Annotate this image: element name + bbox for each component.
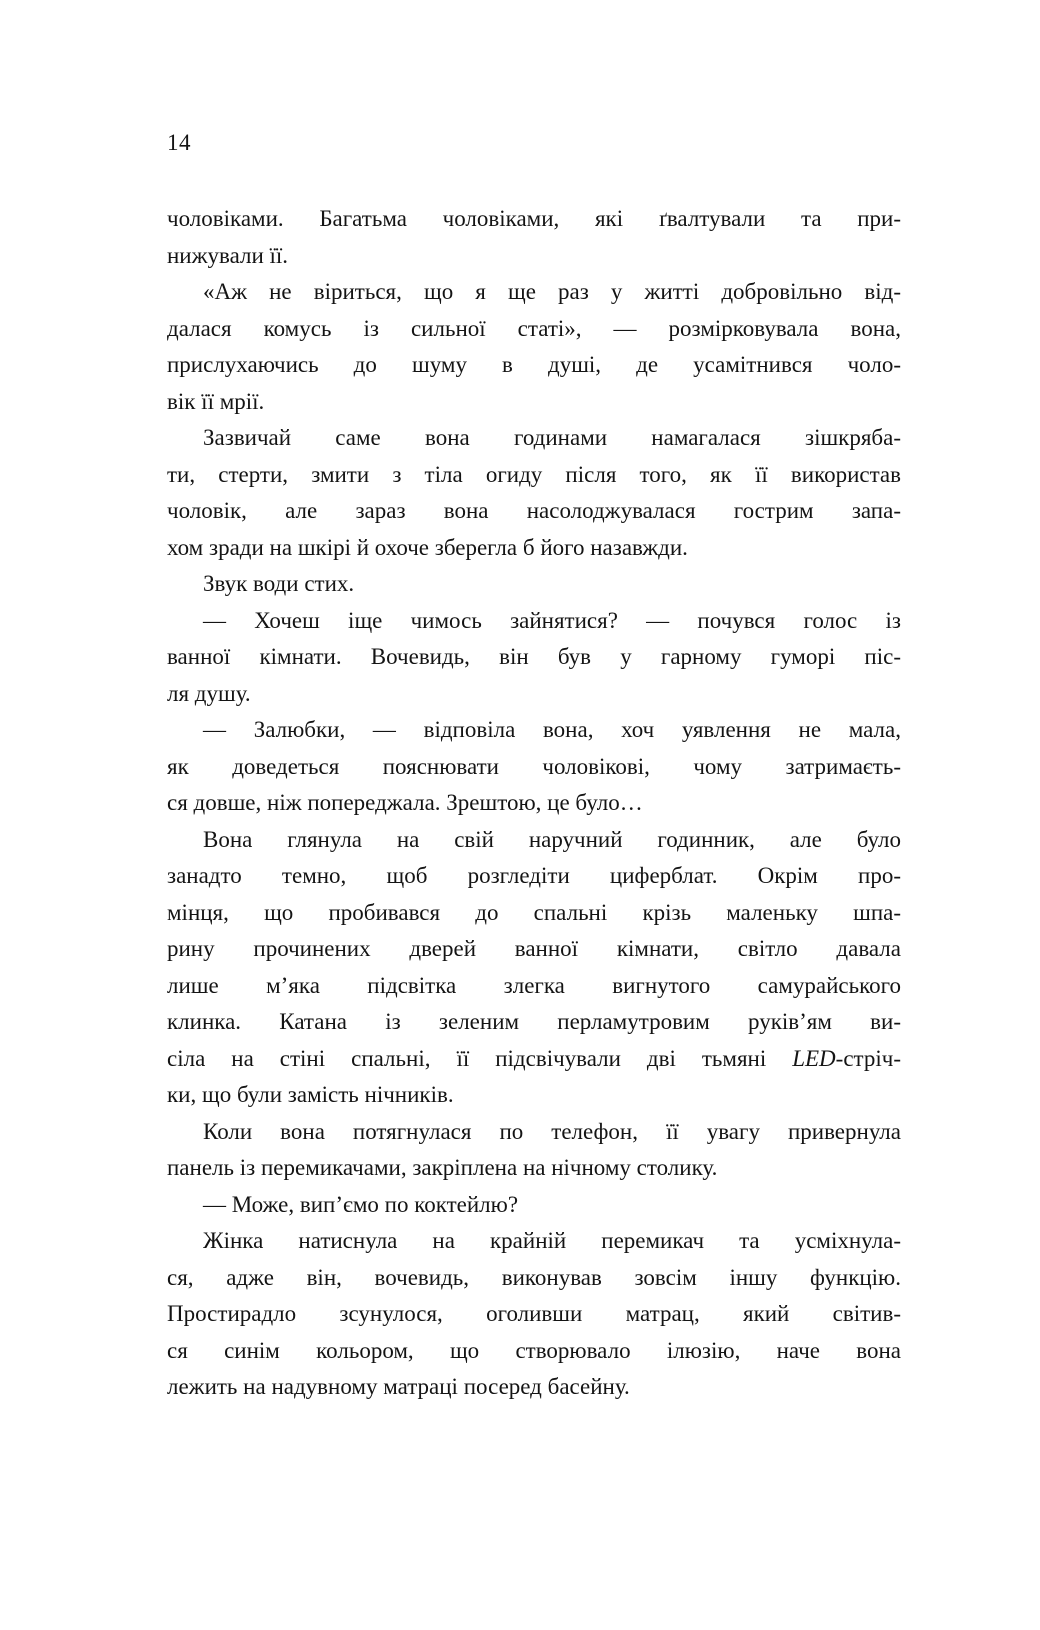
text-segment: -стріч- [835,1045,901,1071]
paragraph [167,1114,901,1187]
text-segment: чоловіками. Багатьма чоловіками, які ґвалтували та при- [167,206,901,231]
text-segment: панель із перемикачами, закріплена на нічному столику. [167,1155,718,1180]
text-line [167,384,901,421]
text-segment: далася комусь із сильної статі», — розмірковувала вона, [167,315,901,341]
text-line [167,1077,901,1114]
text-segment: вік її мрії. [167,388,265,414]
text-line [167,639,901,676]
paragraph [167,603,901,713]
text-segment: Простирадло зсунулося, оголивши матрац, який світив- [167,1301,901,1326]
paragraph [167,822,901,1114]
text-line [167,712,901,749]
paragraph [167,274,901,420]
text-segment: занадто темно, щоб розгледіти циферблат. Окрім про- [167,863,901,888]
paragraph [167,1187,901,1224]
text-line [167,1223,901,1260]
text-segment: — Може, вип’ємо по коктейлю? [203,1191,519,1217]
paragraph [167,1223,901,1406]
paragraph [167,201,901,274]
text-line [167,311,901,348]
text-segment: «Аж не віриться, що я ще раз у житті добровільно від- [203,279,901,304]
paragraph [167,420,901,566]
text-segment: ся синім кольором, що створювало ілюзію, наче вона [167,1337,901,1363]
text-line [167,274,901,311]
text-line [167,1004,901,1041]
text-line [167,1150,901,1187]
text-line [167,931,901,968]
text-line [167,1369,901,1406]
text-line [167,749,901,786]
text-segment: рину прочинених дверей ванної кімнати, світло давала [167,936,901,961]
text-line [167,457,901,494]
text-line [167,566,901,603]
text-line [167,347,901,384]
text-line [167,785,901,822]
paragraph [167,566,901,603]
text-segment: ванної кімнати. Вочевидь, він був у гарному гуморі піс- [167,644,901,669]
text-segment: ся, адже він, вочевидь, виконував зовсім іншу функцію. [167,1264,901,1290]
text-segment: чоловік, але зараз вона насолоджувалася гострим запа- [167,498,901,523]
text-segment: Звук води стих. [203,571,355,596]
text-column [167,201,901,1406]
text-line [167,201,901,238]
text-segment: мінця, що пробивався до спальні крізь маленьку шпа- [167,899,901,925]
text-line [167,603,901,640]
text-line [167,238,901,275]
text-line [167,968,901,1005]
text-line [167,858,901,895]
text-line [167,1296,901,1333]
text-segment: ся довше, ніж попереджала. Зрештою, це було… [167,790,643,815]
text-line [167,1260,901,1297]
text-segment: лежить на надувному матраці посеред басейну. [167,1374,630,1399]
text-segment: нижували її. [167,242,289,268]
paragraph [167,712,901,822]
text-segment: Вона глянула на свій наручний годинник, але було [203,826,901,852]
italic-text-segment: LED [792,1045,836,1071]
text-line [167,530,901,567]
text-line [167,493,901,530]
text-line [167,1114,901,1151]
text-segment: — Залюбки, — відповіла вона, хоч уявлення не мала, [203,717,901,742]
text-segment: ти, стерти, змити з тіла огиду після того, як її використав [167,461,901,487]
text-line [167,676,901,713]
text-line [167,1333,901,1370]
text-segment: ля душу. [167,680,251,706]
text-segment: — Хочеш іще чимось зайнятися? — почувся голос із [203,607,901,633]
page-number: 14 [167,130,191,155]
text-segment: прислухаючись до шуму в душі, де усамітнився чоло- [167,352,901,377]
text-line [167,1187,901,1224]
text-line [167,895,901,932]
text-segment: Коли вона потягнулася по телефон, її увагу привернула [203,1118,901,1144]
text-segment: клинка. Катана із зеленим перламутровим руків’ям ви- [167,1009,901,1034]
text-segment: хом зради на шкірі й охоче зберегла б його назавжди. [167,534,688,560]
text-line [167,1041,901,1078]
text-segment: Зазвичай саме вона годинами намагалася зішкряба- [203,425,901,450]
text-segment: лише м’яка підсвітка злегка вигнутого самурайського [167,972,901,998]
text-segment: Жінка натиснула на крайній перемикач та усміхнула- [203,1228,901,1253]
text-segment: ки, що були замість нічників. [167,1082,454,1107]
text-line [167,420,901,457]
text-line [167,822,901,859]
text-segment: як доведеться пояснювати чоловікові, чому затримаєть- [167,753,901,779]
text-segment: сіла на стіні спальні, її підсвічували дві тьмяні [167,1045,793,1071]
